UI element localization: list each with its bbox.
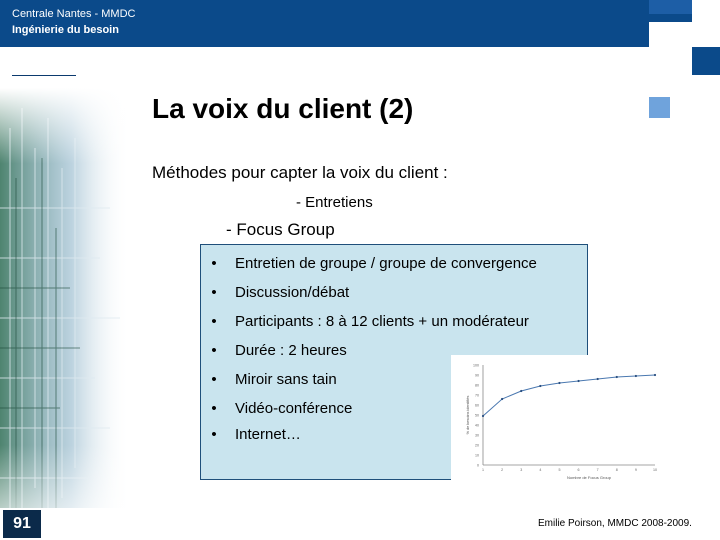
y-axis-label: % de besoins identifiés — [466, 395, 470, 435]
list-item — [201, 284, 589, 306]
list-item — [201, 255, 589, 277]
bullet-icon: • — [211, 371, 217, 388]
footer-credit: Emilie Poirson, MMDC 2008-2009. — [538, 518, 692, 529]
data-point — [539, 385, 541, 387]
data-point — [577, 380, 579, 382]
data-point — [501, 398, 503, 400]
y-tick-label: 0 — [477, 463, 479, 468]
y-tick-label: 40 — [475, 423, 479, 428]
x-tick-label: 1 — [482, 468, 484, 472]
x-tick-label: 8 — [615, 468, 618, 472]
y-tick-label: 90 — [475, 373, 479, 378]
y-tick-label: 30 — [475, 433, 479, 438]
decor-square — [692, 0, 720, 47]
bullet-text: Internet… — [235, 426, 301, 443]
y-tick-label: 10 — [475, 453, 479, 458]
header-org-label: Centrale Nantes - MMDC — [12, 8, 136, 20]
bullet-text: Entretien de groupe / groupe de convergence — [235, 255, 537, 272]
method-interviews: - Entretiens — [296, 194, 373, 211]
data-point — [597, 378, 599, 380]
bullet-text: Participants : 8 à 12 clients + un modérateur — [235, 313, 529, 330]
bullet-icon: • — [211, 400, 217, 417]
y-tick-label: 80 — [475, 383, 479, 388]
needs-chart — [451, 355, 667, 489]
bullet-text: Discussion/débat — [235, 284, 350, 301]
header-bar — [0, 0, 720, 47]
data-point — [654, 374, 656, 376]
bullet-text: Durée : 2 heures — [235, 342, 347, 359]
decorative-image — [0, 88, 130, 508]
x-tick-label: 6 — [577, 468, 580, 472]
data-point — [558, 382, 560, 384]
chart-svg — [451, 355, 667, 489]
y-tick-label: 50 — [475, 413, 479, 418]
bullet-icon: • — [211, 426, 217, 443]
x-tick-label: 9 — [634, 468, 637, 472]
page-number: 91 — [3, 510, 41, 538]
series-line — [483, 375, 655, 416]
x-tick-label: 4 — [539, 468, 542, 472]
y-tick-label: 100 — [473, 363, 479, 368]
bullet-icon: • — [211, 342, 217, 359]
list-item — [201, 313, 589, 335]
decor-square — [649, 70, 692, 97]
y-tick-label: 70 — [475, 393, 479, 398]
method-focus-group: - Focus Group — [226, 220, 335, 239]
y-tick-label: 60 — [475, 403, 479, 408]
slide-title: La voix du client (2) — [152, 93, 414, 124]
x-tick-label: 10 — [653, 468, 657, 472]
y-tick-label: 20 — [475, 443, 479, 448]
decor-square — [692, 47, 720, 75]
x-tick-label: 7 — [596, 468, 599, 472]
x-tick-label: 2 — [501, 468, 504, 472]
bullet-text: Vidéo-conférence — [235, 400, 353, 417]
header-course-label: Ingénierie du besoin — [12, 24, 119, 36]
divider — [12, 75, 76, 76]
x-axis-label: Nombre de Focus Group — [566, 475, 612, 480]
bullet-icon: • — [211, 313, 217, 330]
data-point — [520, 390, 522, 392]
data-point — [616, 376, 618, 378]
data-point — [635, 375, 637, 377]
decor-square — [649, 0, 692, 14]
bullet-text: Miroir sans tain — [235, 371, 337, 388]
decor-square — [649, 22, 692, 70]
intro-text: Méthodes pour capter la voix du client : — [152, 163, 448, 182]
x-tick-label: 3 — [520, 468, 523, 472]
data-point — [482, 415, 484, 417]
decor-square — [649, 97, 670, 118]
bullet-icon: • — [211, 255, 217, 272]
x-tick-label: 5 — [558, 468, 561, 472]
bullet-icon: • — [211, 284, 217, 301]
